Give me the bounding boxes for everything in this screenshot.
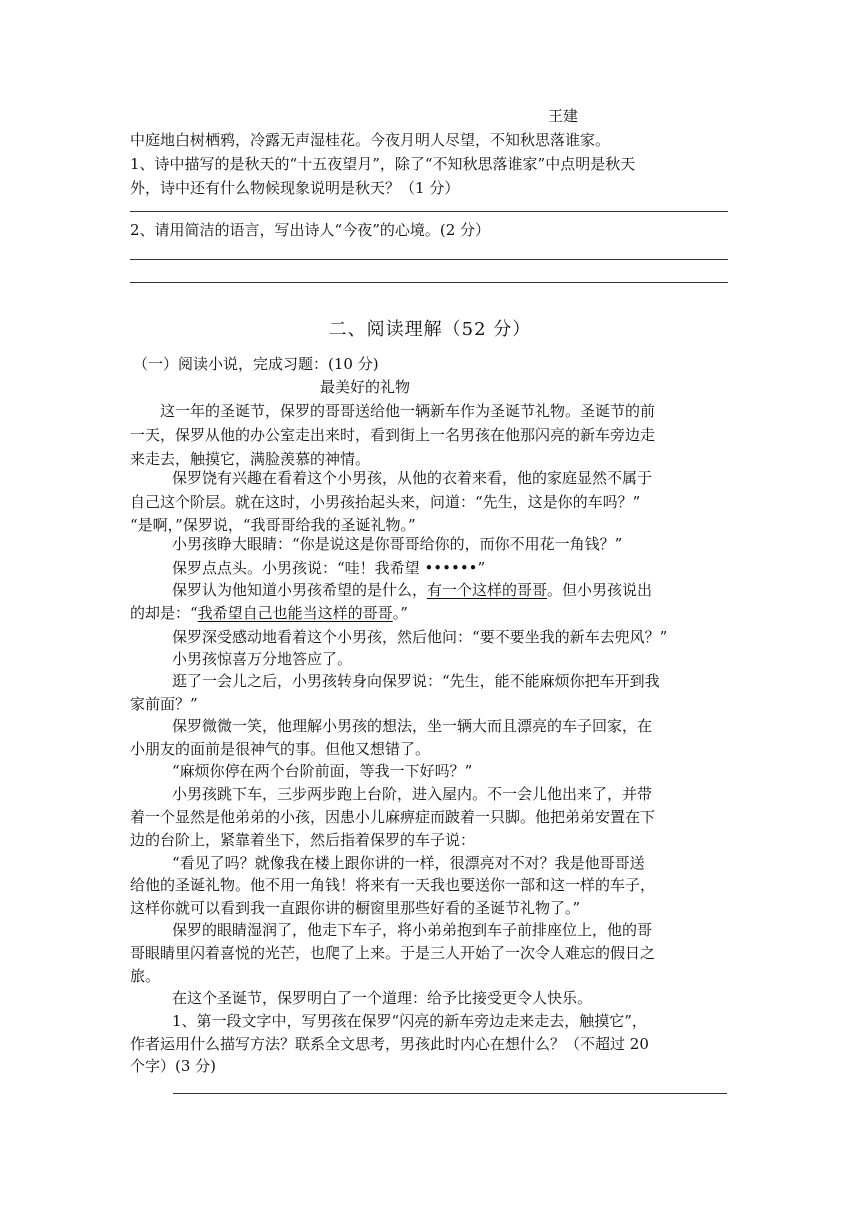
story-paragraph-1-line-2: 一天，保罗从他的办公室走出来时，看到街上一名男孩在他那闪亮的新车旁边走 <box>130 426 656 444</box>
story-paragraph-1-line-1: 这一年的圣诞节，保罗的哥哥送给他一辆新车作为圣诞节礼物。圣诞节的前 <box>160 402 656 420</box>
story-paragraph-11-line-3: 边的台阶上，紧靠着坐下，然后指着保罗的车子说： <box>130 831 476 849</box>
story-paragraph-14: 在这个圣诞节，保罗明白了一个道理：给予比接受更令人快乐。 <box>172 989 593 1007</box>
story-question-1-line-3: 个字）(3 分) <box>130 1057 217 1075</box>
story-paragraph-1-line-3: 来走去，触摸它，满脸羡慕的神情。 <box>130 450 371 468</box>
story-paragraph-2-line-1: 保罗饶有兴趣在看着这个小男孩，从他的衣着来看，他的家庭显然不属于 <box>172 469 653 487</box>
story-paragraph-13-line-3: 旅。 <box>130 967 161 985</box>
story-paragraph-8-line-1: 逛了一会儿之后，小男孩转身向保罗说：“先生，能不能麻烦你把车开到我 <box>172 672 660 690</box>
section-title: 二、阅读理解（52 分） <box>328 319 532 340</box>
story-paragraph-5-line-2: 的却是：“我希望自己也能当这样的哥哥。” <box>130 604 408 622</box>
story-title: 最美好的礼物 <box>320 378 411 396</box>
answer-line-q2-b[interactable] <box>130 282 728 283</box>
story-paragraph-3: 小男孩睁大眼睛：“你是说这是你哥哥给你的，而你不用花一角钱？” <box>172 535 623 553</box>
story-question-1-line-2: 作者运用什么描写方法？联系全文思考，男孩此时内心在想什么？（不超过 20 <box>130 1035 649 1053</box>
story-paragraph-9-line-1: 保罗微微一笑，他理解小男孩的想法，坐一辆大而且漂亮的车子回家，在 <box>172 717 653 735</box>
poem-question-2: 2、请用简洁的语言，写出诗人“今夜”的心境。(2 分） <box>130 221 491 239</box>
part-intro: （一）阅读小说，完成习题：(10 分) <box>133 355 379 373</box>
story-paragraph-11-line-1: 小男孩跳下车，三步两步跑上台阶，进入屋内。不一会儿他出来了，并带 <box>172 785 653 803</box>
story-paragraph-12-line-3: 这样你就可以看到我一直跟你讲的橱窗里那些好看的圣诞节礼物了。” <box>130 899 581 917</box>
poem-question-1-line-2: 外，诗中还有什么物候现象说明是秋天？（1 分） <box>130 179 460 197</box>
story-paragraph-6: 保罗深受感动地看着这个小男孩，然后他问：“要不要坐我的新车去兜风？” <box>172 628 668 646</box>
poem-question-1-line-1: 1、诗中描写的是秋天的“十五夜望月”，除了“不知秋思落谁家”中点明是秋天 <box>130 155 636 173</box>
story-question-1-line-1: 1、第一段文字中，写男孩在保罗“闪亮的新车旁边走来走去，触摸它”， <box>172 1012 647 1030</box>
story-paragraph-4: 保罗点点头。小男孩说：“哇！我希望 ••••••” <box>172 559 486 577</box>
underlined-phrase-1: 有一个这样的哥哥 <box>427 581 548 599</box>
story-paragraph-13-line-2: 哥眼睛里闪着喜悦的光芒，也爬了上来。于是三人开始了一次令人难忘的假日之 <box>130 944 656 962</box>
story-paragraph-8-line-2: 家前面？” <box>130 695 198 713</box>
story-paragraph-13-line-1: 保罗的眼睛湿润了，他走下车子，将小弟弟抱到车子前排座位上，他的哥 <box>172 921 653 939</box>
answer-line-story-q1[interactable] <box>173 1093 727 1094</box>
answer-line-q2-a[interactable] <box>130 259 728 260</box>
story-paragraph-12-line-2: 给他的圣诞礼物。他不用一角钱！将来有一天我也要送你一部和这一样的车子， <box>130 876 656 894</box>
underlined-phrase-2: 我希望自己也能当这样的哥哥 <box>197 604 393 622</box>
poem-author: 王建 <box>548 107 579 125</box>
story-paragraph-9-line-2: 小朋友的面前是很神气的事。但他又想错了。 <box>130 740 431 758</box>
story-paragraph-7: 小男孩惊喜万分地答应了。 <box>172 650 353 668</box>
answer-line-q1[interactable] <box>130 211 728 212</box>
story-paragraph-5-line-1: 保罗认为他知道小男孩希望的是什么，有一个这样的哥哥。但小男孩说出 <box>172 581 653 599</box>
story-paragraph-2-line-3: “是啊，”保罗说，“我哥哥给我的圣诞礼物。” <box>130 516 416 534</box>
poem-text: 中庭地白树栖鸦，冷露无声湿桂花。今夜月明人尽望，不知秋思落谁家。 <box>130 131 611 149</box>
story-paragraph-12-line-1: “看见了吗？就像我在楼上跟你讲的一样，很漂亮对不对？我是他哥哥送 <box>172 854 645 872</box>
story-paragraph-11-line-2: 着一个显然是他弟弟的小孩，因患小儿麻痹症而跛着一只脚。他把弟弟安置在下 <box>130 808 656 826</box>
story-paragraph-10: “麻烦你停在两个台阶前面，等我一下好吗？” <box>172 762 473 780</box>
story-paragraph-2-line-2: 自己这个阶层。就在这时，小男孩抬起头来，问道：“先生，这是你的车吗？” <box>130 493 641 511</box>
